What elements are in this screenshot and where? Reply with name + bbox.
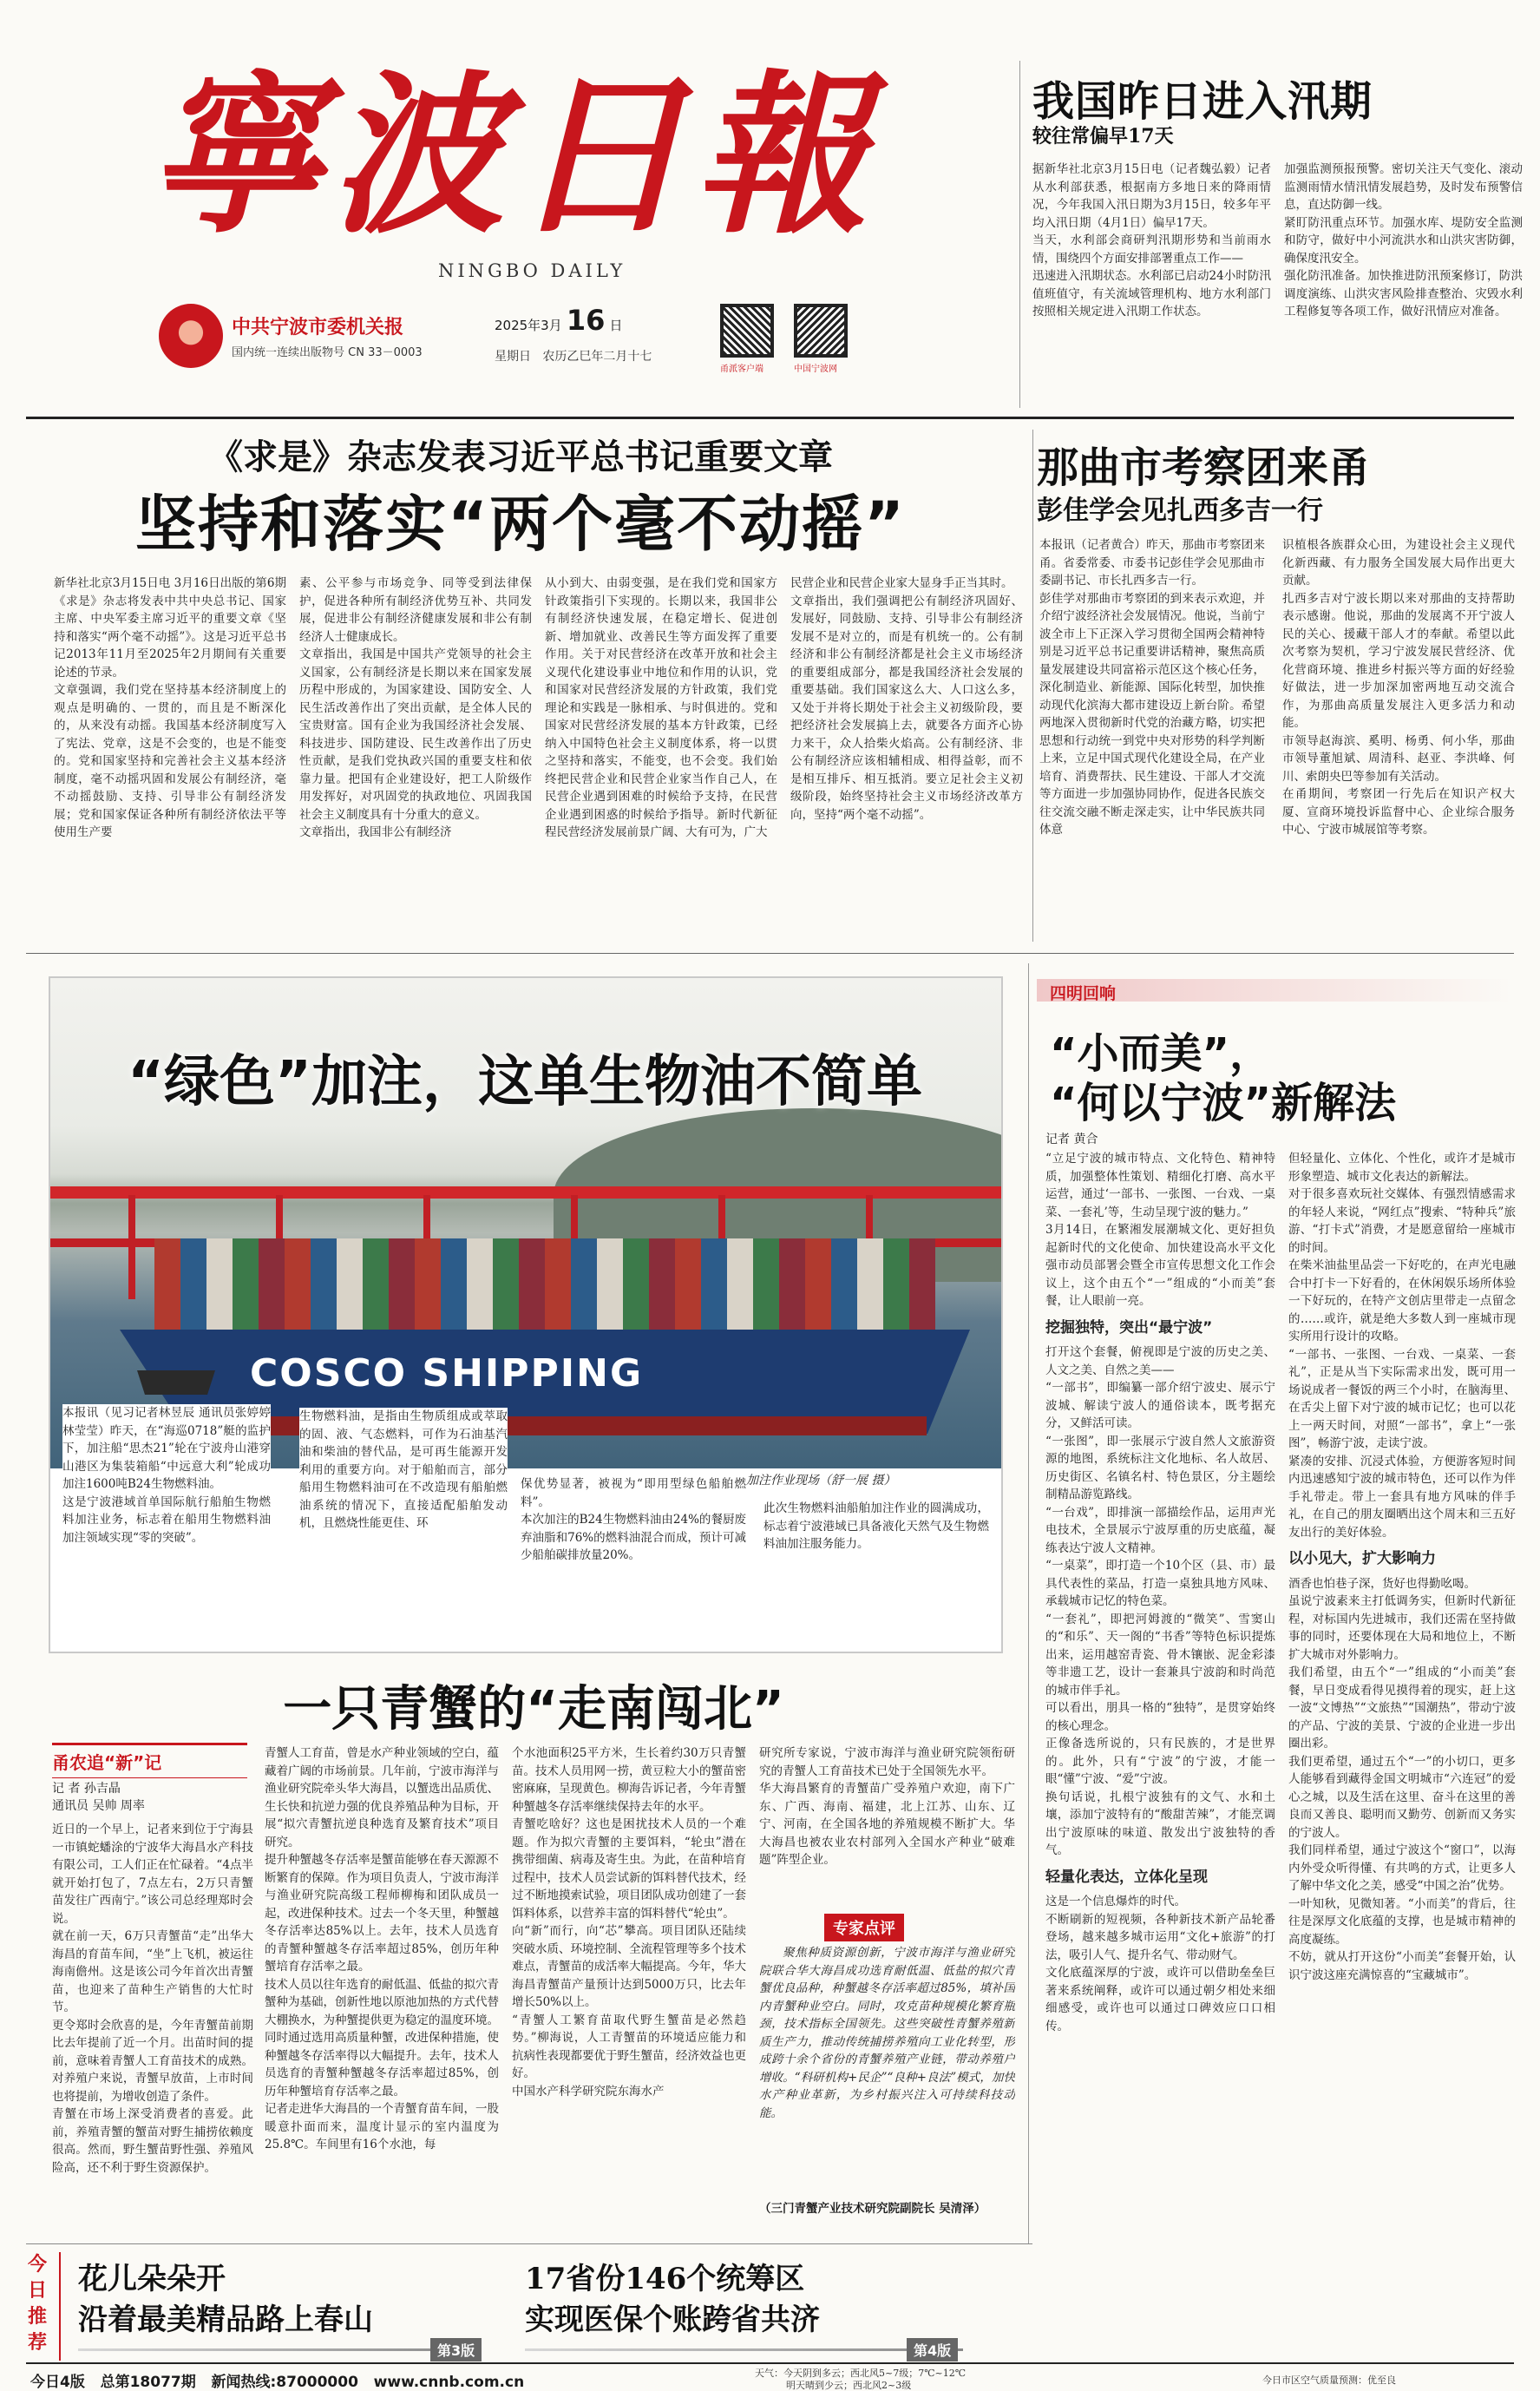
naqu-title: 那曲市考察团来甬 <box>1037 443 1371 492</box>
qr-code-web-label: 中国宁波网 <box>794 365 837 374</box>
masthead-weekday: 星期日 农历乙巳年二月十七 <box>495 350 652 364</box>
date-day: 16 <box>566 304 606 337</box>
oil-title: “绿色”加注，这单生物油不简单 <box>127 1050 923 1114</box>
masthead-cn-code: 国内统一连续出版物号 CN 33－0003 <box>232 346 423 359</box>
crab-col1: 近日的一个早上，记者来到位于宁海县一市镇蛇蟠涂的宁波华大海昌水产科技有限公司，工人们正在忙碌着。“4点半就开始打包了，7点左右，2万只青蟹苗发往广西南宁。”该公司总经理郑时会说。 就在前一天，6万只青蟹苗“走”出华大海昌的育苗车间，“坐”上飞机，被运往海南儋州。这是该公司今年首次出青蟹苗，也迎来了苗种生产销售的大忙时节。 更令郑时会欣喜的是，今年青蟹苗前期比去年提前了近一个月。出苗时间的提前，意味着青蟹人工育苗技术的成熟。对养殖户来说，青蟹早放苗，上市时间也将提前，为增收创造了条件。 青蟹在市场上深受消费者的喜爱。此前，养殖青蟹的蟹苗对野生捕捞依赖度很高。然而，野生蟹苗野性强、养殖风险高，还不利于野生资源保护。 <box>52 1823 253 2175</box>
memory-body-2: 但轻量化、立体化、个性化，或许才是城市形象塑造、城市文化表达的新解法。 对于很多喜欢玩社交媒体、有强烈情感需求的年轻人来说，“网红点”搜索、“特种兵”旅游、“打卡式”消费，才是愿意留给一座城市的时间。 在柴米油盐里品尝一下好吃的，在声光电融合中打卡一下好看的，在休闲娱乐场所体验一下好玩的，在特产文创店里带走一点留念的……或许，就是绝大多数人到一座城市现实所用行设计的攻略。 “一部书、一张图、一台戏、一桌菜、一套礼”，正是从当下实际需求出发，既可用一场说成者一餐饭的两三个小时，在脑海里、在舌尖上留下对宁波的城市记忆；也可以花上一两天时间，对照“一部书”，拿上“一张图”，畅游宁波，走读宁波。 紧凑的安排、沉浸式体验，方便游客短时间内迅速感知宁波的城市特色，还可以作为伴手礼带走。带上一套具有地方风味的伴手礼，在自己的朋友圈晒出这个周末和三五好友出行的美好体验。 <box>1288 1152 1516 1540</box>
crab-title: 一只青蟹的“走南闯北” <box>283 1681 784 1737</box>
naqu-col2: 识植根各族群众心田，为建设社会主义现代化新西藏、有力服务全国发展大局作出更大贡献。 扎西多吉对宁波长期以来对那曲的支持帮助表示感谢。他说，那曲的发展离不开宁波人民的关心、援藏干部人才的奉献。希望以此次考察为契机，学习宁波发展民营经济、优化营商环境、推进乡村振兴等方面的好经验好做法，进一步加深加密两地互动交流合作，为那曲高质量发展注入更多活力和动能。 市领导赵海滨、奚明、杨勇、何小华，那曲市领导董旭斌、周清科、赵亚、李洪峰、何川、索朗央巴等参加有关活动。 在甬期间，考察团一行先后在知识产权大厦、宣商环境投诉监督中心、企业综合服务中心、宁波市城展馆等考察。 <box>1282 538 1515 837</box>
recommend-item2-page[interactable]: 第4版 <box>907 2338 958 2361</box>
footer-air: 今日市区空气质量预测：优至良 <box>1262 2375 1396 2386</box>
divider <box>1028 963 1029 2243</box>
masthead-org: 中共宁波市委机关报 <box>232 317 404 338</box>
oil-col2: 生物燃料油，是指由生物质组成或萃取的固、液、气态燃料，可作为石油基汽油和柴油的替代品，是可再生能源开发利用的重要方向。对于船舶而言，部分船用生物燃料油可在不改造现有船舶燃油系统的情况下，直接适配船舶发动机，且燃烧性能更佳、环 <box>299 1408 508 1647</box>
divider <box>26 953 1514 954</box>
crab-byline-2: 通讯员 吴帅 周率 <box>52 1799 145 1813</box>
memory-section-1: 打开这个套餐，俯视即是宁波的历史之美、人文之美、自然之美—— “一部书”，即编纂一部介绍宁波史、展示宁波城、解读宁波人的通俗读本，既考据充分，又鲜活可读。 “一张图”，即一张展示宁波自然人文旅游资源的地图，系统标注文化地标、名人故居、历史街区、名镇名村、特色景区，分主题绘制精品游览路线。 “一台戏”，即排演一部描绘作品，运用声光电技术，全景展示宁波厚重的历史底蕴，凝练表达宁波人文精神。 “一桌菜”，即打造一个10个区（县、市）最具代表性的菜品，打造一桌独具地方风味、承载城市记忆的特色菜。 “一套礼”，即把河姆渡的“微笑”、雪窦山的“和乐”、天一阁的“书香”等特色标识提炼出来，运用越窑青瓷、骨木镶嵌、泥金彩漆等非遗工艺，设计一套兼具宁波韵和时尚范的城市伴手礼。 可以看出，朋具一格的“独特”，是贯穿始终的核心理念。 正像备选所说的，只有民族的，才是世界的。此外，只有“宁波”的宁波，才能一眼“懂”宁波、“爱”宁波。 换句话说，扎根宁波独有的文气、水和土壤，添加宁波特有的“酸甜苦辣”，才能烹调出宁波原味的味道、散发出宁波独特的香气。 <box>1045 1345 1275 1857</box>
qiushi-col2: 素、公平参与市场竞争、同等受到法律保护，促进各种所有制经济优势互补、共同发展，促进非公有制经济健康发展和非公有制经济人士健康成长。 文章指出，我国是中国共产党领导的社会主义国家，公有制经济是长期以来在国家发展历程中形成的，为国家建设、国防安全、人民生活改善作出了突出贡献，是全体人民的宝贵财富。国有企业为我国经济社会发展、科技进步、国防建设、民生改善作出了历史性贡献，是我们党执政兴国的重要支柱和依靠力量。把国有企业建设好，把工人阶级作用发挥好，对巩固党的执政地位、巩固我国社会主义制度具有十分重大的意义。 文章指出，我国非公有制经济 <box>299 576 532 839</box>
crab-col2: 青蟹人工育苗，曾是水产种业领域的空白，蕴藏着广阔的市场前景。几年前，宁波市海洋与渔业研究院牵头华大海昌，以蟹选出品质优、生长快和抗逆力强的优良养殖品种为目标，开展“拟穴青蟹抗逆良种选育及繁育技术”项目研究。 提升种蟹越冬存活率是蟹苗能够在春天源源不断繁育的保障。作为项目负责人，宁波市海洋与渔业研究院高级工程师柳梅和团队成员一起，改进保种技术。过去一个冬天里，种蟹越冬存活率达85%以上。去年，技术人员选育的青蟹种蟹越冬存活率超过85%，创历年种蟹培育存活率之最。 技术人员以往年选育的耐低温、低盐的拟穴青蟹种为基础，创新性地以原池加热的方式代替大棚换水，为种蟹提供更为稳定的温度环境。同时通过选用高质量种蟹，改进保种措施，使种蟹越冬存活率得以大幅提升。去年，技术人员选育的青蟹种蟹越冬存活率超过85%，创历年种蟹培育存活率之最。 记者走进华大海昌的一个青蟹育苗车间，一股暖意扑面而来，温度计显示的室内温度为25.8℃。车间里有16个水池，每 <box>265 1746 499 2151</box>
recommend-item2-line2[interactable]: 实现医保个账跨省共济 <box>525 2302 820 2337</box>
qiushi-title: 坚持和落实“两个毫不动摇” <box>134 489 906 560</box>
memory-subhead-2: 轻量化表达，立体化呈现 <box>1045 1868 1208 1886</box>
memory-title-line1: “小而美”， <box>1050 1029 1272 1078</box>
date-suffix: 日 <box>609 318 623 333</box>
qr-code-app-icon[interactable] <box>720 304 774 358</box>
recommend-item1-line1[interactable]: 花儿朵朵开 <box>78 2262 226 2296</box>
recommend-item2-rule <box>525 2348 963 2351</box>
recommend-item1-rule <box>78 2348 482 2351</box>
memory-section-2: 这是一个信息爆炸的时代。 不断刷新的短视频，各种新技术新产品轮番登场，越来越多城市运用“文化+旅游”的打法，吸引人气、提升名气、带动财气。 文化底蕴深厚的宁波，或许可以借助垒垒巨著来系统阐释，或许可以通过朝夕相处来细细感受，或许也可以通过口碑效应口口相传。 <box>1045 1895 1275 2033</box>
ship-name-text: COSCO SHIPPING <box>250 1351 644 1396</box>
memory-title-line2: “何以宁波”新解法 <box>1050 1079 1397 1127</box>
qiushi-col3: 从小到大、由弱变强，是在我们党和国家方针政策指引下实现的。长期以来，我国非公有制经济快速发展，在稳定增长、促进创新、增加就业、改善民生等方面发挥了重要作用。关于对民营经济在改革开放和社会主义现代化建设事业中地位和作用的认识，党和国家对民营经济发展的方针政策，我们党理论和实践是一脉相承、与时俱进的。党和国家对民营经济发展的基本方针政策，已经纳入中国特色社会主义制度体系，将一以贯之坚持和落实，不能变，也不会变。我们始终把民营企业和民营企业家当作自己人，在民营企业遇到困难的时候给予支持，在民营企业遇到困惑的时候给予指导。新时代新征程民营经济发展前景广阔、大有可为，广大 <box>545 576 777 839</box>
flood-subtitle: 较往常偏早17天 <box>1032 125 1174 148</box>
memory-col2 <box>1288 1150 1516 2243</box>
footer-weather-2: 明天晴到少云；西北风2~3级 <box>786 2380 912 2391</box>
memory-subhead-1: 挖掘独特，突出“最宁波” <box>1045 1318 1213 1337</box>
divider <box>26 2362 1514 2364</box>
memory-col1 <box>1045 1150 1275 2243</box>
naqu-subtitle: 彭佳学会见扎西多吉一行 <box>1037 496 1323 526</box>
divider <box>1019 61 1020 408</box>
qiushi-kicker: 《求是》杂志发表习近平总书记重要文章 <box>208 437 833 477</box>
expert-tag: 专家点评 <box>824 1914 904 1941</box>
flood-col2: 加强监测预报预警。密切关注天气变化、滚动监测雨情水情汛情发展趋势，及时发布预警信息，直达防御一线。 紧盯防汛重点环节。加强水库、堤防安全监测和防守，做好中小河流洪水和山洪灾害防御，确保度汛安全。 强化防汛准备。加快推进防汛预案修订，防洪调度演练、山洪灾害风险排查整治、灾毁水利工程修复等各项工作，做好汛情应对准备。 <box>1284 162 1523 319</box>
footer-info: 今日4版 总第18077期 新闻热线:87000000 www.cnnb.com.cn <box>30 2374 525 2391</box>
memory-byline: 记者 黄合 <box>1045 1133 1098 1146</box>
ship-hull-bottom <box>163 1416 927 1435</box>
masthead-date <box>495 304 694 337</box>
date-prefix: 2025年3月 <box>495 318 562 333</box>
memory-section-3: 酒香也怕巷子深，货好也得勤吆喝。 虽说宁波素来主打低调务实，但新时代新征程，对标国内先进城市，我们还需在坚持做事的同时，还要体现在大局和地位上，不断扩大城市对外影响力。 我们希望，由五个“一”组成的“小而美”套餐，早日变成看得见摸得着的现实，赶上这一波“文博热”“文旅热”“国潮热”，带动宁波的产品、宁波的美景、宁波的企业进一步出圈出彩。 我们更希望，通过五个“一”的小切口，更多人能够看到藏得金国文明城市“六连冠”的爱心之城，以及生活在这里、奋斗在这里的善良而又善良、聪明而又勤劳、创新而又务实的宁波人。 我们同样希望，通过宁波这个“窗口”，以海内外受众听得懂、有共鸣的方式，让更多人了解中华文化之美，感受“中国之治”优势。 一叶知秋，见微知著。“小而美”的背后，往往是深厚文化底蕴的支撑，也是城市精神的高度凝练。 不妨，就从打开这份“小而美”套餐开始，认识宁波这座充满惊喜的“宝藏城市”。 <box>1288 1576 1516 1982</box>
crab-byline-1: 记 者 孙吉晶 <box>52 1782 121 1796</box>
crab-col3: 个水池面积25平方米，生长着约30万只青蟹苗。技术人员用网一捞，黄豆粒大小的蟹苗密密麻麻，呈现黄色。柳海告诉记者，今年青蟹种蟹越冬存活率继续保持去年的水平。 青蟹吃啥好？这也是困扰技术人员的一个难题。作为拟穴青蟹的主要饵料，“轮虫”潜在携带细菌、病毒及寄生虫。为此，在苗种培育过程中，技术人员尝试新的饵料替代技术，经过不断地摸索试验，项目团队成功创建了一套饵料体系，以营养丰富的饵料替代“轮虫”。 向“新”而行，向“芯”攀高。项目团队还陆续突破水质、环境控制、全流程管理等多个技术难点，青蟹苗的成活率大幅提高。今年，华大海昌青蟹苗产量预计达到5000万只，比去年增长50%以上。 “青蟹人工繁育苗取代野生蟹苗是必然趋势。”柳海说，人工青蟹苗的环境适应能力和抗病性表现都要优于野生蟹苗，经济效益也更好。 中国水产科学研究院东海水产 <box>512 1746 746 2099</box>
divider <box>26 2243 1032 2244</box>
qiushi-col4: 民营企业和民营企业家大显身手正当其时。 文章指出，我们强调把公有制经济巩固好、发展好，同鼓励、支持、引导非公有制经济发展不是对立的，而是有机统一的。公有制经济和非公有制经济都是社会主义市场经济的重要组成部分，都是我国经济社会发展的重要基础。我们国家这么大、人口这么多，又处于并将长期处于社会主义初级阶段，要把经济社会发展搞上去，就要各方面齐心协力来干，众人拾柴火焰高。公有制经济、非公有制经济应该相辅相成、相得益彰，而不是相互排斥、相互抵消。要立足社会主义初级阶段，始终坚持社会主义市场经济改革方向，坚持“两个毫不动摇”。 <box>790 576 1023 822</box>
masthead-title: 寧波日報 <box>147 54 877 258</box>
oil-col3: 保优势显著，被视为“即用型绿色船舶燃料”。 本次加注的B24生物燃料油由24%的餐厨废弃油脂和76%的燃料油混合而成，预计可减少船舶碳排放量20%。 <box>521 1477 746 1562</box>
flood-col1: 据新华社北京3月15日电（记者魏弘毅）记者从水利部获悉，根据南方多地日来的降雨情况，今年我国入汛日期为3月15日，较多年平均入汛日期（4月1日）偏早17天。 当天，水利部会商研判汛期形势和当前雨水情，围绕四个方面安排部署重点工作—— 迅速进入汛期状态。水利部已启动24小时防汛值班值守，有关流域管理机构、地方水利部门按照相关规定进入汛期工作状态。 <box>1032 162 1271 319</box>
crab-tag: 甬农追“新”记 <box>52 1743 247 1778</box>
divider <box>1032 430 1033 942</box>
photo-caption: 加注作业现场（舒一展 摄） <box>746 1474 896 1488</box>
qiushi-col1: 新华社北京3月15日电 3月16日出版的第6期《求是》杂志将发表中共中央总书记、国家主席、中央军委主席习近平的重要文章《坚持和落实“两个毫不动摇”》。这是习近平总书记2013年11月至2025年2月期间有关重要论述的节录。 文章强调，我们党在坚持基本经济制度上的观点是明确的、一贯的，而且是不断深化的，从来没有动摇。我国基本经济制度写入了宪法、党章，这是不会变的，也是不能变的。党和国家坚持和完善社会主义基本经济制度，毫不动摇巩固和发展公有制经济，毫不动摇鼓励、支持、引导非公有制经济发展；党和国家保证各种所有制经济依法平等使用生产要 <box>54 576 286 839</box>
recommend-label: 今日推荐 <box>28 2254 48 2354</box>
divider <box>59 2252 61 2361</box>
oil-col1: 本报讯（见习记者林昱辰 通讯员张婷婷 林莹莹）昨天，在“海巡0718”艇的监护下，加注船“思杰21”轮在宁波舟山港穿山港区为集装箱船“中远意大利”轮成功加注1600吨B24生物燃料油。 这是宁波港域首单国际航行船舶生物燃料加注业务，标志着在船用生物燃料油加注领域实现“零的突破”。 <box>62 1404 271 1647</box>
oil-col4: 此次生物燃料油船舶加注作业的圆满成功，标志着宁波港域已具备液化天然气及生物燃料油加注服务能力。 <box>763 1501 989 1551</box>
qr-code-web-icon[interactable] <box>794 304 848 358</box>
flood-title: 我国昨日进入汛期 <box>1032 77 1373 126</box>
naqu-col1: 本报讯（记者黄合）昨天，那曲市考察团来甬。省委常委、市委书记彭佳学会见那曲市委副书记、市长扎西多吉一行。 彭佳学对那曲市考察团的到来表示欢迎，并介绍宁波经济社会发展情况。他说，当前宁波全市上下正深入学习贯彻全国两会精神特别是习近平总书记重要讲话精神，聚焦高质量发展建设共同富裕示范区这个核心任务，深化制造业、新能源、国际化转型，加快推动现代化滨海大都市建设迈上新台阶。希望两地深入贯彻新时代党的治藏方略，切实把思想和行动统一到党中央对形势的科学判断上来，立足中国式现代化建设全局，在产业培育、消费帮扶、民生建设、干部人才交流等方面进一步加强协同协作，促进各民族交往交流交融不断走深走实，让中华民族共同体意 <box>1039 538 1265 837</box>
expert-byline: （三门青蟹产业技术研究院副院长 吴清泽） <box>759 2202 986 2216</box>
divider <box>26 417 1514 419</box>
recommend-item2-line1[interactable]: 17省份146个统筹区 <box>525 2262 805 2296</box>
recommend-item1-page[interactable]: 第3版 <box>430 2338 482 2361</box>
crab-col4: 研究所专家说，宁波市海洋与渔业研究院领衔研究的青蟹人工育苗技术已处于全国领先水平。 华大海昌繁育的青蟹苗广受养殖户欢迎，南下广东、广西、海南、福建，北上江苏、山东、辽宁、河南，在全国各地的养殖规模不断扩大。华大海昌也被农业农村部列入全国水产种业“破难题”阵型企业。 <box>759 1746 1015 1867</box>
recommend-item1-line2[interactable]: 沿着最美精品路上春山 <box>78 2302 373 2337</box>
footer-weather-1: 天气：今天阴到多云；西北风5~7级；7℃~12℃ <box>755 2368 967 2379</box>
party-emblem-icon <box>159 304 223 368</box>
masthead <box>0 0 1019 451</box>
expert-comment: 聚焦种质资源创新，宁波市海洋与渔业研究院联合华大海昌成功选育耐低温、低盐的拟穴青蟹优良品种，种蟹越冬存活率超过85%，填补国内青蟹种业空白。同时，攻克苗种规模化繁育瓶颈，技术指标全国领先。这些突破性青蟹养殖新质生产力，推动传统捕捞养殖向工业化转型，形成跨十余个省份的青蟹养殖产业链，带动养殖户增收。“科研机构+民企”“良种+良法”模式，加快水产种业革新，为乡村振兴注入可持续科技动能。 <box>759 1946 1015 2120</box>
qr-code-app-label: 甬派客户端 <box>720 365 763 374</box>
memory-intro: “立足宁波的城市特点、文化特色、精神特质，加强整体性策划、精细化打磨、高水平运营，通过‘一部书、一张图、一台戏、一桌菜、一套礼’等，生动呈现宁波的魅力。” 3月14日，在繁湘发展潮城文化、更好担负起新时代的文化使命、加快建设高水平文化强市动员部署会暨全市宣传思想文化工作会议上，这个由五个“一”组成的“小而美”套餐，让人眼前一亮。 <box>1045 1152 1275 1308</box>
memory-subhead-3: 以小见大，扩大影响力 <box>1288 1550 1436 1567</box>
masthead-english: NINGBO DAILY <box>438 260 626 281</box>
memory-tag: 四明回响 <box>1050 984 1117 1003</box>
container-stack <box>154 1238 935 1343</box>
